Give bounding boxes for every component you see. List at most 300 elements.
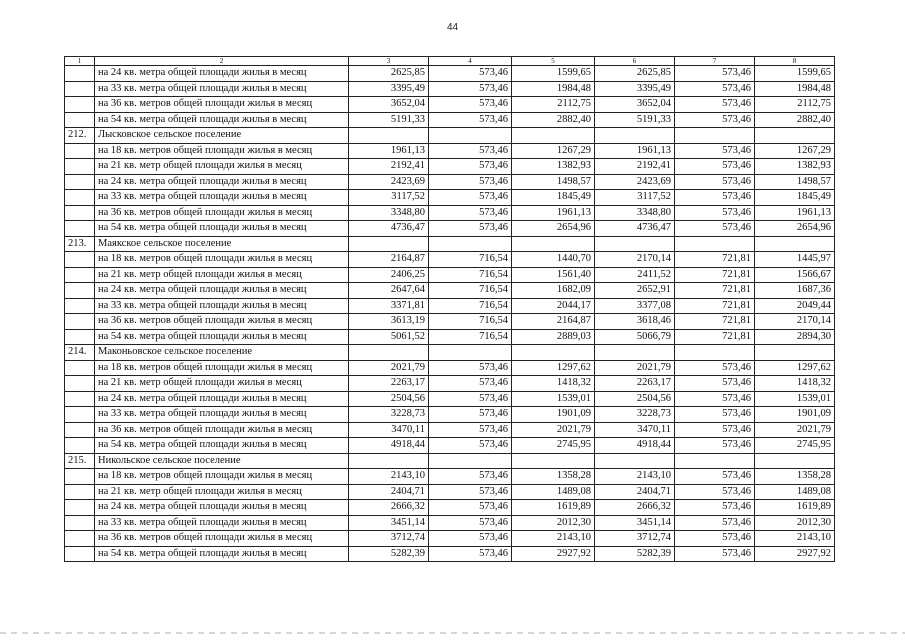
value-cell: 573,46 xyxy=(429,81,512,97)
page-number: 44 xyxy=(446,22,459,33)
row-number-cell xyxy=(65,81,95,97)
tariff-table xyxy=(64,56,835,562)
value-cell: 2263,17 xyxy=(595,376,675,392)
value-cell: 2049,44 xyxy=(755,298,835,314)
row-number-cell xyxy=(65,267,95,283)
row-number-cell xyxy=(65,469,95,485)
section-name: Маякское сельское поселение xyxy=(95,236,349,252)
value-cell: 2406,25 xyxy=(349,267,429,283)
section-number: 215. xyxy=(65,453,95,469)
value-cell: 2423,69 xyxy=(349,174,429,190)
value-cell: 573,46 xyxy=(429,531,512,547)
value-cell: 1498,57 xyxy=(512,174,595,190)
row-number-cell xyxy=(65,329,95,345)
value-cell: 3228,73 xyxy=(349,407,429,423)
value-cell: 2404,71 xyxy=(595,484,675,500)
table-row xyxy=(65,515,835,531)
row-number-cell xyxy=(65,391,95,407)
value-cell: 2143,10 xyxy=(512,531,595,547)
row-number-cell xyxy=(65,515,95,531)
value-cell: 2625,85 xyxy=(595,66,675,82)
value-cell: 3348,80 xyxy=(349,205,429,221)
row-number-cell xyxy=(65,376,95,392)
value-cell: 573,46 xyxy=(675,376,755,392)
value-cell: 721,81 xyxy=(675,252,755,268)
value-cell: 3395,49 xyxy=(349,81,429,97)
table-row xyxy=(65,360,835,376)
value-cell: 1984,48 xyxy=(512,81,595,97)
value-cell: 5282,39 xyxy=(349,546,429,562)
value-cell: 3395,49 xyxy=(595,81,675,97)
value-cell: 2021,79 xyxy=(595,360,675,376)
value-cell: 1358,28 xyxy=(512,469,595,485)
value-cell: 716,54 xyxy=(429,283,512,299)
value-cell: 1358,28 xyxy=(755,469,835,485)
value-cell: 1566,67 xyxy=(755,267,835,283)
value-cell: 2894,30 xyxy=(755,329,835,345)
value-cell: 3652,04 xyxy=(349,97,429,113)
empty-cell xyxy=(512,236,595,252)
table-row xyxy=(65,484,835,500)
column-number: 8 xyxy=(755,57,835,66)
value-cell: 573,46 xyxy=(429,500,512,516)
table-row xyxy=(65,112,835,128)
table-row xyxy=(65,546,835,562)
value-cell: 2625,85 xyxy=(349,66,429,82)
description-cell: на 33 кв. метра общей площади жилья в месяц xyxy=(95,407,349,423)
value-cell: 573,46 xyxy=(675,407,755,423)
value-cell: 2404,71 xyxy=(349,484,429,500)
value-cell: 573,46 xyxy=(429,360,512,376)
value-cell: 1498,57 xyxy=(755,174,835,190)
description-cell: на 36 кв. метров общей площади жилья в месяц xyxy=(95,205,349,221)
description-cell: на 54 кв. метра общей площади жилья в месяц xyxy=(95,546,349,562)
table-row xyxy=(65,438,835,454)
description-cell: на 24 кв. метра общей площади жилья в месяц xyxy=(95,174,349,190)
column-number: 2 xyxy=(95,57,349,66)
value-cell: 2927,92 xyxy=(755,546,835,562)
section-number: 212. xyxy=(65,128,95,144)
table-row xyxy=(65,283,835,299)
section-row xyxy=(65,236,835,252)
value-cell: 573,46 xyxy=(675,66,755,82)
column-number: 6 xyxy=(595,57,675,66)
value-cell: 2192,41 xyxy=(595,159,675,175)
value-cell: 573,46 xyxy=(429,391,512,407)
value-cell: 1984,48 xyxy=(755,81,835,97)
value-cell: 1845,49 xyxy=(755,190,835,206)
value-cell: 1489,08 xyxy=(512,484,595,500)
description-cell: на 36 кв. метров общей площади жилья в месяц xyxy=(95,97,349,113)
table-row xyxy=(65,190,835,206)
value-cell: 2192,41 xyxy=(349,159,429,175)
empty-cell xyxy=(595,453,675,469)
value-cell: 4918,44 xyxy=(349,438,429,454)
value-cell: 716,54 xyxy=(429,252,512,268)
value-cell: 573,46 xyxy=(675,81,755,97)
value-cell: 2143,10 xyxy=(595,469,675,485)
value-cell: 573,46 xyxy=(675,391,755,407)
table-row xyxy=(65,298,835,314)
value-cell: 1599,65 xyxy=(755,66,835,82)
row-number-cell xyxy=(65,159,95,175)
column-number: 7 xyxy=(675,57,755,66)
description-cell: на 54 кв. метра общей площади жилья в месяц xyxy=(95,221,349,237)
table-row xyxy=(65,81,835,97)
empty-cell xyxy=(675,236,755,252)
table-row xyxy=(65,97,835,113)
value-cell: 573,46 xyxy=(429,422,512,438)
value-cell: 3712,74 xyxy=(349,531,429,547)
empty-cell xyxy=(595,128,675,144)
section-number: 214. xyxy=(65,345,95,361)
description-cell: на 36 кв. метров общей площади жилья в месяц xyxy=(95,314,349,330)
value-cell: 3117,52 xyxy=(349,190,429,206)
value-cell: 1267,29 xyxy=(755,143,835,159)
value-cell: 1619,89 xyxy=(512,500,595,516)
empty-cell xyxy=(675,453,755,469)
value-cell: 2745,95 xyxy=(755,438,835,454)
description-cell: на 54 кв. метра общей площади жилья в месяц xyxy=(95,112,349,128)
value-cell: 573,46 xyxy=(675,190,755,206)
description-cell: на 33 кв. метра общей площади жилья в месяц xyxy=(95,81,349,97)
value-cell: 1440,70 xyxy=(512,252,595,268)
row-number-cell xyxy=(65,531,95,547)
row-number-cell xyxy=(65,283,95,299)
value-cell: 1901,09 xyxy=(512,407,595,423)
empty-cell xyxy=(429,345,512,361)
table-row xyxy=(65,267,835,283)
value-cell: 573,46 xyxy=(429,484,512,500)
value-cell: 1539,01 xyxy=(755,391,835,407)
description-cell: на 21 кв. метр общей площади жилья в месяц xyxy=(95,376,349,392)
value-cell: 2263,17 xyxy=(349,376,429,392)
value-cell: 573,46 xyxy=(429,112,512,128)
row-number-cell xyxy=(65,438,95,454)
description-cell: на 24 кв. метра общей площади жилья в месяц xyxy=(95,500,349,516)
table-row xyxy=(65,205,835,221)
value-cell: 2021,79 xyxy=(349,360,429,376)
value-cell: 573,46 xyxy=(675,205,755,221)
value-cell: 3371,81 xyxy=(349,298,429,314)
description-cell: на 21 кв. метр общей площади жилья в месяц xyxy=(95,267,349,283)
section-number: 213. xyxy=(65,236,95,252)
value-cell: 573,46 xyxy=(429,190,512,206)
value-cell: 3377,08 xyxy=(595,298,675,314)
table-row xyxy=(65,159,835,175)
value-cell: 2889,03 xyxy=(512,329,595,345)
value-cell: 573,46 xyxy=(429,97,512,113)
value-cell: 573,46 xyxy=(429,143,512,159)
value-cell: 1267,29 xyxy=(512,143,595,159)
empty-cell xyxy=(349,345,429,361)
value-cell: 5191,33 xyxy=(349,112,429,128)
empty-cell xyxy=(349,128,429,144)
value-cell: 573,46 xyxy=(675,484,755,500)
value-cell: 2021,79 xyxy=(755,422,835,438)
value-cell: 573,46 xyxy=(675,143,755,159)
value-cell: 573,46 xyxy=(429,515,512,531)
row-number-cell xyxy=(65,221,95,237)
table-row xyxy=(65,391,835,407)
value-cell: 2021,79 xyxy=(512,422,595,438)
value-cell: 2504,56 xyxy=(595,391,675,407)
value-cell: 1539,01 xyxy=(512,391,595,407)
value-cell: 573,46 xyxy=(675,438,755,454)
value-cell: 2012,30 xyxy=(512,515,595,531)
empty-cell xyxy=(595,345,675,361)
value-cell: 573,46 xyxy=(675,515,755,531)
empty-cell xyxy=(755,453,835,469)
value-cell: 573,46 xyxy=(675,531,755,547)
description-cell: на 24 кв. метра общей площади жилья в месяц xyxy=(95,391,349,407)
description-cell: на 36 кв. метров общей площади жилья в месяц xyxy=(95,422,349,438)
value-cell: 5282,39 xyxy=(595,546,675,562)
row-number-cell xyxy=(65,546,95,562)
empty-cell xyxy=(512,345,595,361)
row-number-cell xyxy=(65,360,95,376)
value-cell: 573,46 xyxy=(675,174,755,190)
table-row xyxy=(65,531,835,547)
value-cell: 2652,91 xyxy=(595,283,675,299)
value-cell: 3613,19 xyxy=(349,314,429,330)
value-cell: 721,81 xyxy=(675,329,755,345)
empty-cell xyxy=(675,345,755,361)
value-cell: 573,46 xyxy=(429,221,512,237)
table-row xyxy=(65,422,835,438)
value-cell: 573,46 xyxy=(429,407,512,423)
value-cell: 573,46 xyxy=(429,376,512,392)
value-cell: 2647,64 xyxy=(349,283,429,299)
value-cell: 3618,46 xyxy=(595,314,675,330)
value-cell: 716,54 xyxy=(429,314,512,330)
empty-cell xyxy=(512,453,595,469)
value-cell: 2504,56 xyxy=(349,391,429,407)
section-name: Никольское сельское поселение xyxy=(95,453,349,469)
value-cell: 721,81 xyxy=(675,314,755,330)
value-cell: 1297,62 xyxy=(755,360,835,376)
value-cell: 2170,14 xyxy=(755,314,835,330)
description-cell: на 18 кв. метров общей площади жилья в месяц xyxy=(95,360,349,376)
value-cell: 3348,80 xyxy=(595,205,675,221)
value-cell: 1382,93 xyxy=(512,159,595,175)
value-cell: 573,46 xyxy=(429,546,512,562)
column-number: 3 xyxy=(349,57,429,66)
value-cell: 5061,52 xyxy=(349,329,429,345)
value-cell: 573,46 xyxy=(675,469,755,485)
value-cell: 1845,49 xyxy=(512,190,595,206)
description-cell: на 33 кв. метра общей площади жилья в месяц xyxy=(95,298,349,314)
table-row xyxy=(65,174,835,190)
value-cell: 2882,40 xyxy=(755,112,835,128)
value-cell: 2666,32 xyxy=(349,500,429,516)
value-cell: 2143,10 xyxy=(349,469,429,485)
value-cell: 2112,75 xyxy=(512,97,595,113)
value-cell: 1418,32 xyxy=(755,376,835,392)
value-cell: 3470,11 xyxy=(349,422,429,438)
column-number: 4 xyxy=(429,57,512,66)
value-cell: 573,46 xyxy=(429,469,512,485)
value-cell: 2170,14 xyxy=(595,252,675,268)
value-cell: 573,46 xyxy=(429,159,512,175)
value-cell: 716,54 xyxy=(429,329,512,345)
section-row xyxy=(65,453,835,469)
row-number-cell xyxy=(65,112,95,128)
value-cell: 721,81 xyxy=(675,298,755,314)
row-number-cell xyxy=(65,205,95,221)
value-cell: 573,46 xyxy=(675,360,755,376)
value-cell: 1599,65 xyxy=(512,66,595,82)
description-cell: на 24 кв. метра общей площади жилья в месяц xyxy=(95,283,349,299)
value-cell: 1418,32 xyxy=(512,376,595,392)
value-cell: 3228,73 xyxy=(595,407,675,423)
value-cell: 2044,17 xyxy=(512,298,595,314)
value-cell: 2666,32 xyxy=(595,500,675,516)
description-cell: на 54 кв. метра общей площади жилья в месяц xyxy=(95,329,349,345)
row-number-cell xyxy=(65,298,95,314)
value-cell: 3451,14 xyxy=(595,515,675,531)
description-cell: на 33 кв. метра общей площади жилья в месяц xyxy=(95,190,349,206)
value-cell: 1445,97 xyxy=(755,252,835,268)
empty-cell xyxy=(429,128,512,144)
row-number-cell xyxy=(65,190,95,206)
value-cell: 573,46 xyxy=(675,422,755,438)
value-cell: 2927,92 xyxy=(512,546,595,562)
table-row xyxy=(65,376,835,392)
column-number: 5 xyxy=(512,57,595,66)
scan-edge-noise xyxy=(0,632,905,634)
section-name: Лысковское сельское поселение xyxy=(95,128,349,144)
value-cell: 2882,40 xyxy=(512,112,595,128)
row-number-cell xyxy=(65,252,95,268)
value-cell: 1297,62 xyxy=(512,360,595,376)
description-cell: на 21 кв. метр общей площади жилья в месяц xyxy=(95,484,349,500)
value-cell: 3652,04 xyxy=(595,97,675,113)
section-row xyxy=(65,128,835,144)
description-cell: на 24 кв. метра общей площади жилья в месяц xyxy=(95,66,349,82)
value-cell: 573,46 xyxy=(675,112,755,128)
section-name: Маконьовское сельское поселение xyxy=(95,345,349,361)
value-cell: 573,46 xyxy=(675,97,755,113)
table-row xyxy=(65,500,835,516)
column-number: 1 xyxy=(65,57,95,66)
description-cell: на 33 кв. метра общей площади жилья в месяц xyxy=(95,515,349,531)
value-cell: 573,46 xyxy=(675,546,755,562)
table-row xyxy=(65,221,835,237)
table-row xyxy=(65,407,835,423)
value-cell: 1961,13 xyxy=(595,143,675,159)
table-row xyxy=(65,66,835,82)
value-cell: 2654,96 xyxy=(512,221,595,237)
row-number-cell xyxy=(65,66,95,82)
value-cell: 4736,47 xyxy=(595,221,675,237)
table-body xyxy=(65,66,835,562)
value-cell: 573,46 xyxy=(675,159,755,175)
value-cell: 1489,08 xyxy=(755,484,835,500)
description-cell: на 18 кв. метров общей площади жилья в месяц xyxy=(95,469,349,485)
table-row xyxy=(65,469,835,485)
value-cell: 721,81 xyxy=(675,267,755,283)
value-cell: 2143,10 xyxy=(755,531,835,547)
value-cell: 1961,13 xyxy=(755,205,835,221)
empty-cell xyxy=(755,345,835,361)
value-cell: 573,46 xyxy=(429,438,512,454)
row-number-cell xyxy=(65,314,95,330)
value-cell: 2164,87 xyxy=(512,314,595,330)
row-number-cell xyxy=(65,407,95,423)
description-cell: на 36 кв. метров общей площади жилья в месяц xyxy=(95,531,349,547)
section-row xyxy=(65,345,835,361)
value-cell: 2423,69 xyxy=(595,174,675,190)
row-number-cell xyxy=(65,174,95,190)
value-cell: 1682,09 xyxy=(512,283,595,299)
value-cell: 2012,30 xyxy=(755,515,835,531)
value-cell: 1687,36 xyxy=(755,283,835,299)
value-cell: 2112,75 xyxy=(755,97,835,113)
value-cell: 5191,33 xyxy=(595,112,675,128)
value-cell: 2654,96 xyxy=(755,221,835,237)
value-cell: 573,46 xyxy=(675,221,755,237)
value-cell: 3470,11 xyxy=(595,422,675,438)
value-cell: 2164,87 xyxy=(349,252,429,268)
value-cell: 1961,13 xyxy=(349,143,429,159)
row-number-cell xyxy=(65,484,95,500)
table-row xyxy=(65,143,835,159)
value-cell: 4736,47 xyxy=(349,221,429,237)
description-cell: на 18 кв. метров общей площади жилья в месяц xyxy=(95,252,349,268)
value-cell: 573,46 xyxy=(675,500,755,516)
column-number-row xyxy=(65,57,835,66)
empty-cell xyxy=(675,128,755,144)
value-cell: 573,46 xyxy=(429,174,512,190)
row-number-cell xyxy=(65,500,95,516)
value-cell: 573,46 xyxy=(429,66,512,82)
value-cell: 1619,89 xyxy=(755,500,835,516)
value-cell: 2411,52 xyxy=(595,267,675,283)
empty-cell xyxy=(755,236,835,252)
value-cell: 716,54 xyxy=(429,298,512,314)
empty-cell xyxy=(512,128,595,144)
empty-cell xyxy=(349,453,429,469)
table-row xyxy=(65,329,835,345)
value-cell: 5066,79 xyxy=(595,329,675,345)
value-cell: 573,46 xyxy=(429,205,512,221)
empty-cell xyxy=(429,453,512,469)
row-number-cell xyxy=(65,422,95,438)
value-cell: 2745,95 xyxy=(512,438,595,454)
value-cell: 3712,74 xyxy=(595,531,675,547)
table-row xyxy=(65,314,835,330)
row-number-cell xyxy=(65,143,95,159)
row-number-cell xyxy=(65,97,95,113)
value-cell: 3451,14 xyxy=(349,515,429,531)
value-cell: 716,54 xyxy=(429,267,512,283)
description-cell: на 54 кв. метра общей площади жилья в месяц xyxy=(95,438,349,454)
value-cell: 1382,93 xyxy=(755,159,835,175)
description-cell: на 21 кв. метр общей площади жилья в месяц xyxy=(95,159,349,175)
empty-cell xyxy=(755,128,835,144)
empty-cell xyxy=(349,236,429,252)
description-cell: на 18 кв. метров общей площади жилья в месяц xyxy=(95,143,349,159)
value-cell: 4918,44 xyxy=(595,438,675,454)
empty-cell xyxy=(595,236,675,252)
value-cell: 1901,09 xyxy=(755,407,835,423)
table-row xyxy=(65,252,835,268)
empty-cell xyxy=(429,236,512,252)
value-cell: 1561,40 xyxy=(512,267,595,283)
value-cell: 721,81 xyxy=(675,283,755,299)
value-cell: 3117,52 xyxy=(595,190,675,206)
